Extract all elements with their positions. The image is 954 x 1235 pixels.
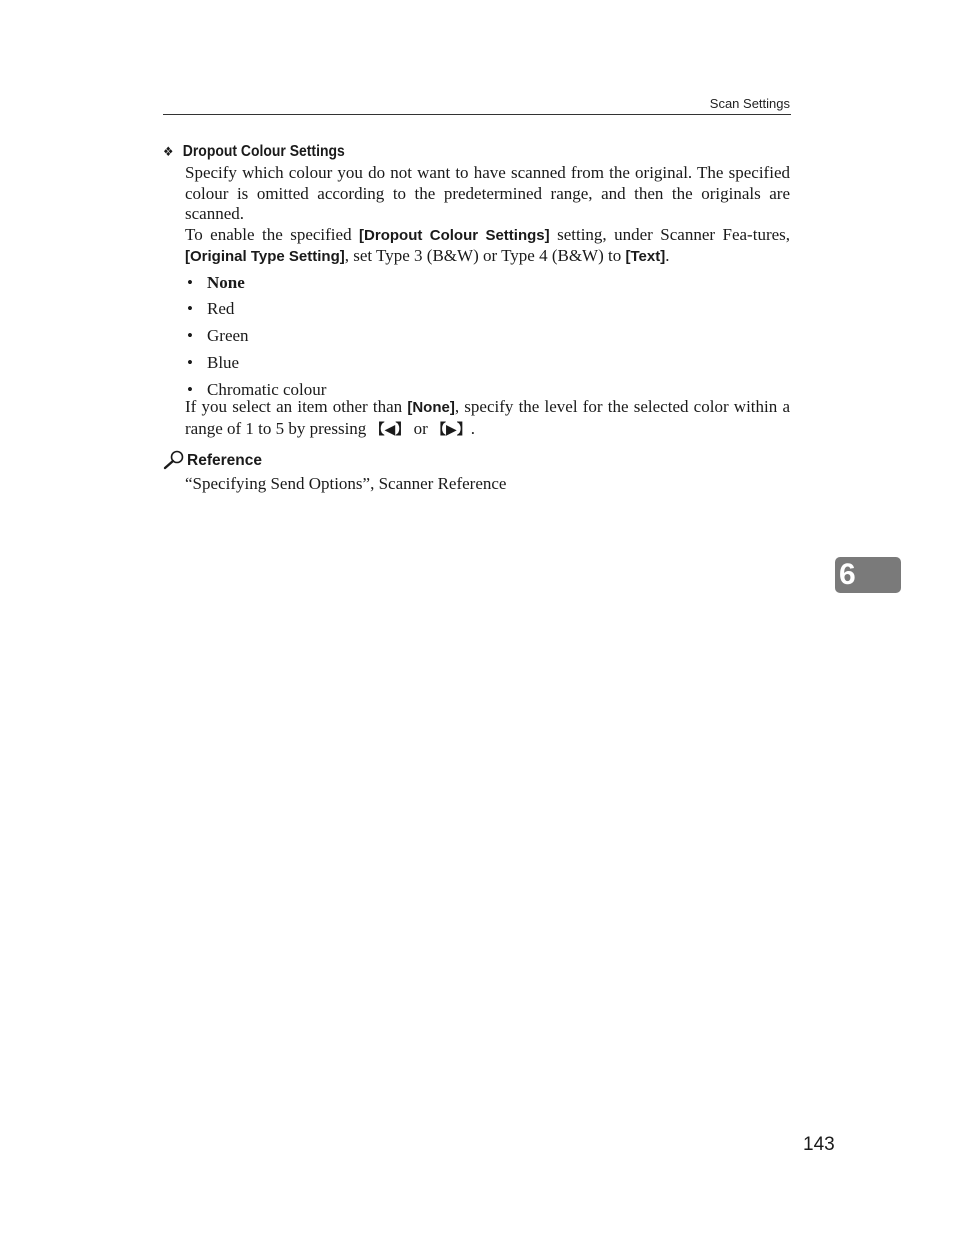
text-run: setting, under Scanner Fea-tures, bbox=[549, 224, 791, 244]
chapter-tab: 6 bbox=[835, 557, 901, 593]
option-label: None bbox=[207, 272, 245, 292]
section-body bbox=[185, 163, 790, 440]
bullet-dot-icon: • bbox=[187, 352, 193, 372]
list-item bbox=[185, 323, 790, 350]
reference-heading bbox=[163, 450, 262, 470]
option-label: Blue bbox=[207, 352, 240, 372]
text-run: If you select an item other than bbox=[185, 397, 408, 417]
section-heading bbox=[163, 143, 345, 161]
option-list bbox=[185, 270, 790, 404]
magnifier-icon bbox=[163, 450, 185, 470]
setting-key-original-type: [Original Type Setting] bbox=[185, 248, 345, 265]
setting-key-dropout: [Dropout Colour Settings] bbox=[359, 226, 550, 244]
page-number: 143 bbox=[803, 1134, 835, 1155]
header-rule bbox=[163, 114, 791, 115]
bullet-dot-icon: • bbox=[187, 272, 193, 292]
text-run: . bbox=[470, 418, 476, 438]
paragraph-enable bbox=[185, 225, 790, 268]
text-run: or bbox=[409, 418, 433, 438]
bullet-dot-icon: • bbox=[187, 379, 193, 399]
left-arrow-key-icon: 【◀】 bbox=[370, 421, 410, 438]
text-run: , set Type 3 (B&W) or Type 4 (B&W) to bbox=[344, 246, 626, 265]
reference-text: “Specifying Send Options”, Scanner Reference bbox=[185, 474, 507, 493]
option-label: Green bbox=[207, 326, 249, 346]
setting-key-text: [Text] bbox=[625, 248, 666, 265]
reference-title: Reference bbox=[187, 452, 262, 469]
paragraph-intro: Specify which colour you do not want to have scanned from the original. The specified colour is omitted according to the predetermined range, and then the originals are scanned. bbox=[185, 163, 790, 223]
text-run: , specify the level for the selected color within a range of 1 to 5 by pressing bbox=[185, 397, 790, 438]
option-label: Red bbox=[207, 299, 235, 319]
setting-key-none: [None] bbox=[407, 399, 455, 417]
text-run: To enable the specified bbox=[185, 224, 360, 244]
bullet-dot-icon: • bbox=[187, 299, 193, 319]
diamond-bullet-icon: ❖ bbox=[163, 144, 174, 159]
header-section-label: Scan Settings bbox=[709, 96, 790, 111]
list-item bbox=[185, 270, 790, 297]
text-run: . bbox=[665, 246, 670, 265]
bullet-dot-icon: • bbox=[187, 326, 193, 346]
right-arrow-key-icon: 【▶】 bbox=[432, 421, 471, 438]
list-item bbox=[185, 350, 790, 377]
paragraph-level bbox=[185, 397, 790, 440]
list-item bbox=[185, 296, 790, 323]
section-title: Dropout Colour Settings bbox=[182, 143, 345, 160]
list-item bbox=[185, 377, 790, 404]
option-label: Chromatic colour bbox=[207, 379, 327, 399]
